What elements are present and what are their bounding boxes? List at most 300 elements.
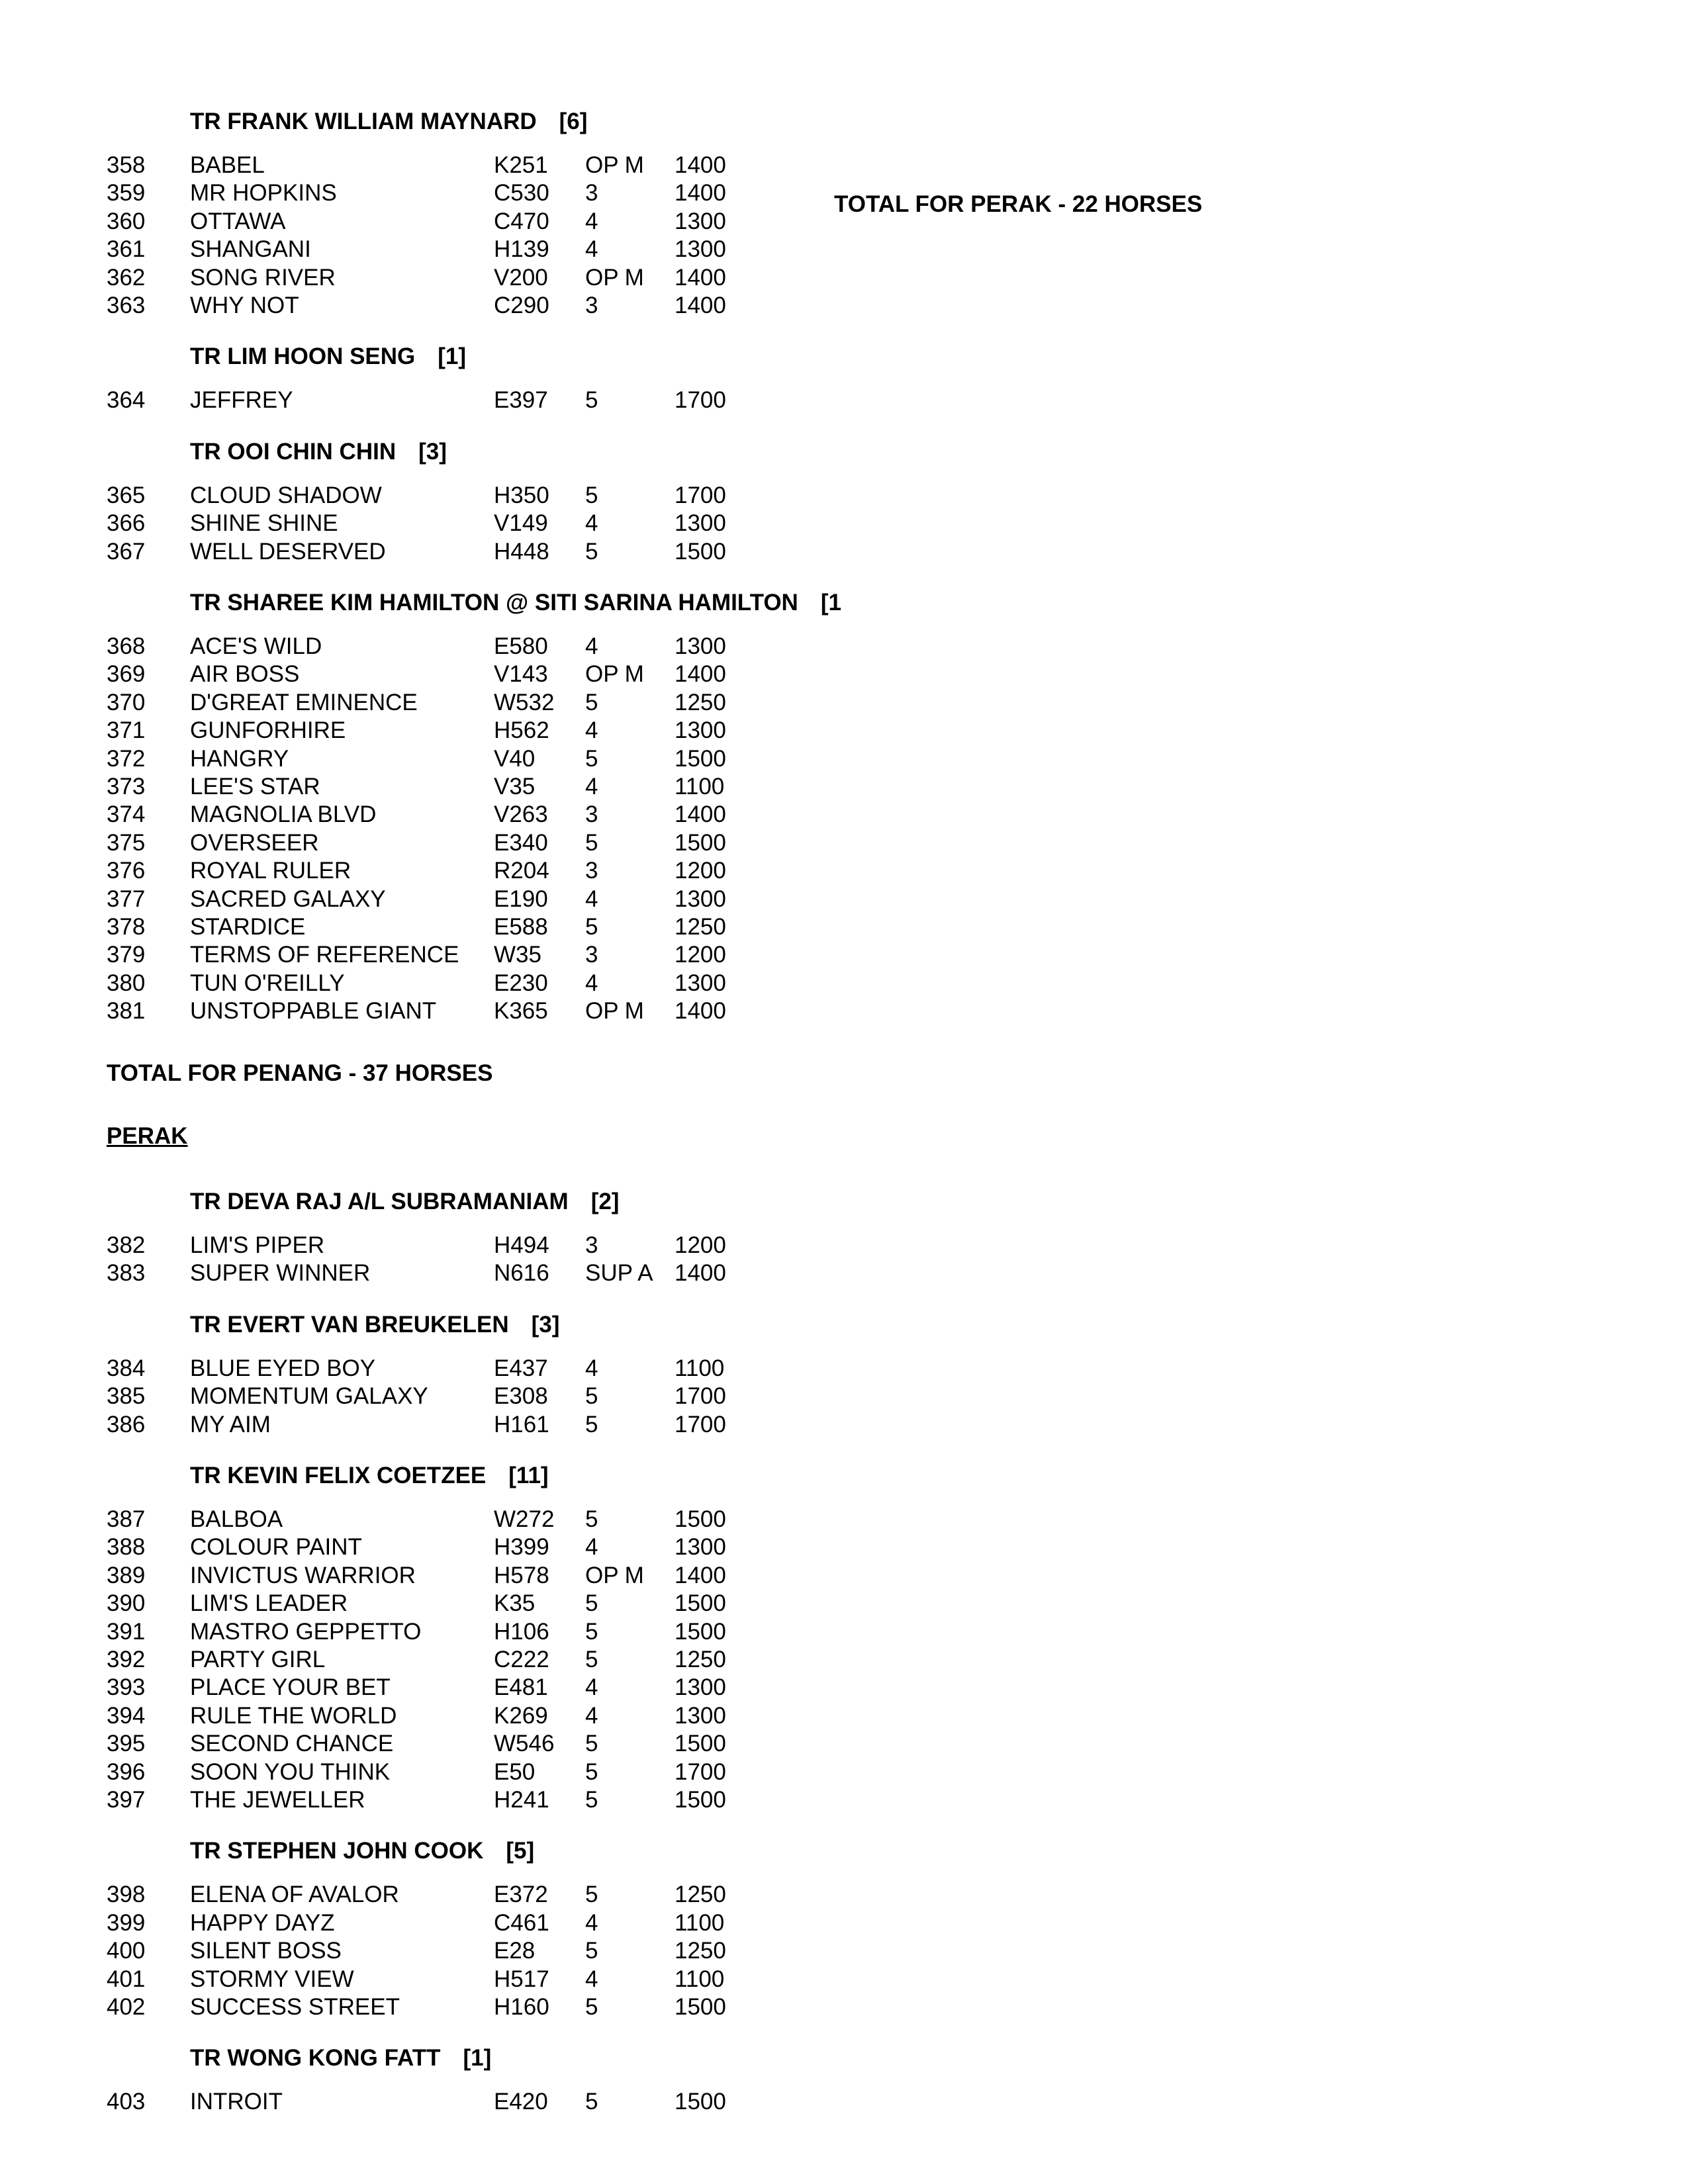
horse-class: OP M — [585, 661, 644, 688]
entry-row — [0, 179, 861, 207]
trainer-header — [190, 2044, 491, 2073]
horse-code: K35 — [494, 1590, 536, 1617]
entry-row — [0, 1506, 861, 1533]
horse-class: 5 — [585, 538, 598, 565]
entry-number: 396 — [107, 1758, 146, 1785]
trainer-name: TR DEVA RAJ A/L SUBRAMANIAM — [190, 1189, 569, 1214]
horse-code: H399 — [494, 1534, 549, 1561]
entry-row — [0, 970, 861, 997]
entry-number: 403 — [107, 2089, 146, 2115]
entry-number: 401 — [107, 1966, 146, 1992]
horse-name: UNSTOPPABLE GIANT — [190, 998, 437, 1024]
horse-code: K269 — [494, 1702, 548, 1729]
horse-code: H241 — [494, 1787, 549, 1813]
horse-class: 3 — [585, 858, 598, 884]
horse-name: ROYAL RULER — [190, 858, 352, 884]
horse-class: 5 — [585, 1411, 598, 1437]
horse-distance: 1400 — [675, 1562, 726, 1588]
horse-name: SONG RIVER — [190, 264, 336, 291]
entry-number: 399 — [107, 1909, 146, 1936]
entry-number: 381 — [107, 998, 146, 1024]
horse-code: H448 — [494, 538, 549, 565]
entry-row — [0, 660, 861, 688]
horse-code: V40 — [494, 745, 536, 772]
horse-distance: 1300 — [675, 1702, 726, 1729]
horse-class: OP M — [585, 1562, 644, 1588]
horse-distance: 1500 — [675, 745, 726, 772]
horse-code: H106 — [494, 1618, 549, 1645]
horse-code: C222 — [494, 1647, 549, 1672]
entry-row — [0, 1411, 861, 1439]
horse-class: 4 — [585, 633, 598, 659]
horse-code: H517 — [494, 1966, 549, 1992]
trainer-horse-count: [6] — [559, 109, 588, 134]
horse-name: OTTAWA — [190, 208, 286, 234]
horse-distance: 1300 — [675, 970, 726, 996]
horse-distance: 1700 — [675, 1411, 726, 1437]
entry-number: 377 — [107, 886, 146, 912]
horse-name: BABEL — [190, 152, 265, 178]
entry-number: 371 — [107, 717, 146, 744]
horse-distance: 1400 — [675, 293, 726, 318]
trainer-header — [190, 588, 841, 617]
horse-code: C530 — [494, 180, 549, 206]
horse-class: 4 — [585, 886, 598, 912]
horse-code: V149 — [494, 510, 548, 537]
horse-name: SILENT BOSS — [190, 1938, 342, 1964]
horse-distance: 1200 — [675, 858, 726, 884]
horse-distance: 1400 — [675, 264, 726, 291]
horse-name: AIR BOSS — [190, 661, 300, 688]
horse-class: 4 — [585, 1909, 598, 1936]
horse-name: WELL DESERVED — [190, 538, 386, 565]
horse-distance: 1400 — [675, 998, 726, 1024]
entry-number: 373 — [107, 774, 146, 799]
horse-code: E420 — [494, 2089, 548, 2115]
entry-row — [0, 1259, 861, 1287]
horse-class: 4 — [585, 1966, 598, 1992]
horse-code: V35 — [494, 774, 536, 799]
horse-distance: 1500 — [675, 1618, 726, 1645]
horse-name: BLUE EYED BOY — [190, 1355, 376, 1381]
horse-code: H139 — [494, 236, 549, 263]
trainer-name: TR EVERT VAN BREUKELEN — [190, 1311, 509, 1338]
horse-distance: 1400 — [675, 152, 726, 178]
horse-distance: 1500 — [675, 2089, 726, 2115]
entry-row — [0, 1674, 861, 1702]
horse-class: 3 — [585, 801, 598, 828]
horse-name: RULE THE WORLD — [190, 1702, 397, 1729]
horse-class: 4 — [585, 1702, 598, 1729]
trainer-horse-count: [1] — [463, 2045, 492, 2071]
horse-class: OP M — [585, 152, 644, 178]
horse-name: SHANGANI — [190, 236, 311, 263]
horse-name: BALBOA — [190, 1506, 283, 1532]
horse-distance: 1300 — [675, 633, 726, 659]
entry-row — [0, 1758, 861, 1786]
entry-number: 392 — [107, 1647, 146, 1672]
horse-code: K251 — [494, 152, 548, 178]
horse-class: SUP A — [585, 1260, 653, 1287]
horse-code: R204 — [494, 858, 549, 884]
horse-distance: 1200 — [675, 1232, 726, 1258]
entry-number: 389 — [107, 1562, 146, 1588]
horse-distance: 1700 — [675, 1383, 726, 1410]
horse-name: MAGNOLIA BLVD — [190, 801, 377, 828]
trainer-header — [190, 1461, 549, 1490]
horse-distance: 1300 — [675, 208, 726, 234]
horse-class: 3 — [585, 942, 598, 968]
entry-row — [0, 801, 861, 829]
horse-distance: 1500 — [675, 1787, 726, 1813]
entry-row — [0, 538, 861, 566]
horse-class: 4 — [585, 717, 598, 744]
horse-code: C461 — [494, 1909, 549, 1936]
horse-name: SACRED GALAXY — [190, 886, 386, 912]
entry-row — [0, 1702, 861, 1730]
entry-number: 365 — [107, 482, 146, 508]
horse-class: 5 — [585, 914, 598, 940]
horse-code: W532 — [494, 689, 555, 715]
horse-distance: 1100 — [675, 774, 725, 799]
horse-code: E28 — [494, 1938, 536, 1964]
horse-code: E580 — [494, 633, 548, 659]
horse-class: 4 — [585, 774, 598, 799]
horse-code: E50 — [494, 1758, 536, 1785]
horse-name: PARTY GIRL — [190, 1647, 326, 1672]
horse-name: COLOUR PAINT — [190, 1534, 362, 1561]
horse-name: HANGRY — [190, 745, 289, 772]
horse-distance: 1200 — [675, 942, 726, 968]
horse-code: E372 — [494, 1882, 548, 1908]
horse-class: 5 — [585, 2089, 598, 2115]
horse-name: THE JEWELLER — [190, 1787, 365, 1813]
entry-row — [0, 1618, 861, 1646]
horse-class: 5 — [585, 1882, 598, 1908]
trainer-horse-count: [3] — [418, 438, 447, 465]
horse-distance: 1300 — [675, 236, 726, 263]
entry-row — [0, 1355, 861, 1383]
horse-class: 4 — [585, 1534, 598, 1561]
horse-class: OP M — [585, 998, 644, 1024]
horse-name: OVERSEER — [190, 829, 319, 856]
entry-number: 395 — [107, 1731, 146, 1757]
entry-row — [0, 510, 861, 537]
entry-row — [0, 482, 861, 510]
horse-name: LIM'S PIPER — [190, 1232, 325, 1258]
entry-row — [0, 1646, 861, 1674]
trainer-name: TR OOI CHIN CHIN — [190, 438, 397, 465]
entry-row — [0, 236, 861, 263]
entry-number: 372 — [107, 745, 146, 772]
trainer-header — [190, 342, 466, 371]
entry-row — [0, 387, 861, 414]
horse-name: INTROIT — [190, 2089, 283, 2115]
entry-row — [0, 1937, 861, 1965]
entry-number: 398 — [107, 1882, 146, 1908]
trainer-name: TR LIM HOON SENG — [190, 343, 416, 370]
horse-distance: 1700 — [675, 1758, 726, 1785]
horse-class: 3 — [585, 1232, 598, 1258]
entry-number: 364 — [107, 387, 146, 414]
horse-distance: 1250 — [675, 914, 726, 940]
horse-name: SUPER WINNER — [190, 1260, 371, 1287]
horse-distance: 1400 — [675, 661, 726, 688]
entry-row — [0, 745, 861, 773]
horse-code: V143 — [494, 661, 548, 688]
entry-row — [0, 913, 861, 941]
horse-name: SUCCESS STREET — [190, 1994, 400, 2020]
horse-name: CLOUD SHADOW — [190, 482, 382, 508]
horse-distance: 1100 — [675, 1355, 725, 1381]
entry-number: 366 — [107, 510, 146, 537]
entry-number: 383 — [107, 1260, 146, 1287]
entry-row — [0, 1966, 861, 1993]
horse-name: MY AIM — [190, 1411, 271, 1437]
horse-name: LIM'S LEADER — [190, 1590, 348, 1617]
entry-number: 386 — [107, 1411, 146, 1437]
entry-row — [0, 1786, 861, 1814]
horse-code: E340 — [494, 829, 548, 856]
entry-row — [0, 633, 861, 660]
trainer-header — [190, 1837, 534, 1866]
entry-row — [0, 1993, 861, 2021]
horse-distance: 1500 — [675, 1994, 726, 2020]
trainer-horse-count: [1 — [820, 590, 841, 615]
horse-code: K365 — [494, 998, 548, 1024]
entry-row — [0, 773, 861, 801]
entry-row — [0, 264, 861, 292]
horse-code: C290 — [494, 293, 549, 318]
horse-class: 5 — [585, 1590, 598, 1617]
entry-row — [0, 1909, 861, 1937]
trainer-horse-count: [3] — [531, 1311, 560, 1338]
entry-number: 367 — [107, 538, 146, 565]
entry-number: 385 — [107, 1383, 146, 1410]
entry-number: 393 — [107, 1674, 146, 1701]
entry-number: 380 — [107, 970, 146, 996]
horse-name: JEFFREY — [190, 387, 293, 414]
trainer-name: TR KEVIN FELIX COETZEE — [190, 1463, 487, 1488]
horse-class: 5 — [585, 745, 598, 772]
entry-number: 363 — [107, 293, 146, 318]
horse-name: HAPPY DAYZ — [190, 1909, 335, 1936]
entry-number: 391 — [107, 1618, 146, 1645]
horse-class: 5 — [585, 387, 598, 414]
entry-number: 359 — [107, 180, 146, 206]
horse-distance: 1100 — [675, 1966, 725, 1992]
horse-name: D'GREAT EMINENCE — [190, 689, 418, 715]
entry-row — [0, 941, 861, 969]
horse-name: GUNFORHIRE — [190, 717, 346, 744]
entry-number: 397 — [107, 1787, 146, 1813]
horse-code: E308 — [494, 1383, 548, 1410]
horse-name: ACE'S WILD — [190, 633, 322, 659]
horse-distance: 1300 — [675, 510, 726, 537]
trainer-name: TR FRANK WILLIAM MAYNARD — [190, 109, 537, 134]
trainer-horse-count: [5] — [506, 1838, 535, 1864]
horse-distance: 1250 — [675, 1882, 726, 1908]
entry-number: 382 — [107, 1232, 146, 1258]
horse-name: TUN O'REILLY — [190, 970, 345, 996]
entry-number: 369 — [107, 661, 146, 688]
entry-number: 378 — [107, 914, 146, 940]
entry-number: 374 — [107, 801, 146, 828]
penang-total: TOTAL FOR PENANG - 37 HORSES — [107, 1060, 493, 1086]
horse-name: SHINE SHINE — [190, 510, 338, 537]
horse-code: E437 — [494, 1355, 548, 1381]
horse-distance: 1400 — [675, 801, 726, 828]
entry-row — [0, 829, 861, 857]
horse-name: SOON YOU THINK — [190, 1758, 391, 1785]
horse-name: INVICTUS WARRIOR — [190, 1562, 416, 1588]
entry-number: 388 — [107, 1534, 146, 1561]
horse-distance: 1700 — [675, 387, 726, 414]
horse-class: 4 — [585, 208, 598, 234]
trainer-header — [190, 437, 447, 467]
horse-class: 5 — [585, 1647, 598, 1672]
trainer-horse-count: [11] — [508, 1463, 549, 1488]
entry-row — [0, 152, 861, 179]
horse-distance: 1250 — [675, 1938, 726, 1964]
perak-total: TOTAL FOR PERAK - 22 HORSES — [834, 191, 1203, 217]
horse-name: SECOND CHANCE — [190, 1731, 394, 1757]
entry-row — [0, 292, 861, 320]
horse-class: 4 — [585, 1355, 598, 1381]
horse-class: 5 — [585, 1938, 598, 1964]
horse-distance: 1300 — [675, 1534, 726, 1561]
entry-number: 375 — [107, 829, 146, 856]
entry-number: 390 — [107, 1590, 146, 1617]
horse-code: H350 — [494, 482, 549, 508]
horse-distance: 1300 — [675, 1674, 726, 1701]
entry-row — [0, 886, 861, 913]
horse-name: PLACE YOUR BET — [190, 1674, 391, 1701]
horse-class: 3 — [585, 293, 598, 318]
horse-class: 5 — [585, 1758, 598, 1785]
horse-name: MR HOPKINS — [190, 180, 337, 206]
horse-distance: 1250 — [675, 1647, 726, 1672]
trainer-name: TR SHAREE KIM HAMILTON @ SITI SARINA HAMILTON — [190, 590, 798, 615]
horse-name: WHY NOT — [190, 293, 299, 318]
horse-name: STARDICE — [190, 914, 306, 940]
entry-row — [0, 717, 861, 745]
trainer-horse-count: [2] — [590, 1189, 620, 1214]
horse-distance: 1300 — [675, 717, 726, 744]
entry-number: 368 — [107, 633, 146, 659]
horse-name: TERMS OF REFERENCE — [190, 942, 459, 968]
horse-code: C470 — [494, 208, 549, 234]
horse-distance: 1400 — [675, 180, 726, 206]
horse-class: 5 — [585, 1731, 598, 1757]
horse-name: LEE'S STAR — [190, 774, 320, 799]
horse-code: E588 — [494, 914, 548, 940]
horse-code: H160 — [494, 1994, 549, 2020]
entry-number: 362 — [107, 264, 146, 291]
horse-code: E230 — [494, 970, 548, 996]
entry-number: 360 — [107, 208, 146, 234]
horse-name: MASTRO GEPPETTO — [190, 1618, 422, 1645]
entry-row — [0, 1383, 861, 1410]
horse-class: 4 — [585, 510, 598, 537]
horse-code: W35 — [494, 942, 541, 968]
horse-class: 5 — [585, 1787, 598, 1813]
horse-distance: 1100 — [675, 1909, 725, 1936]
horse-code: V200 — [494, 264, 548, 291]
entry-row — [0, 208, 861, 236]
entry-row — [0, 1232, 861, 1259]
horse-code: E190 — [494, 886, 548, 912]
entry-number: 358 — [107, 152, 146, 178]
entry-number: 384 — [107, 1355, 146, 1381]
horse-class: 4 — [585, 970, 598, 996]
trainer-name: TR STEPHEN JOHN COOK — [190, 1838, 484, 1864]
horse-name: MOMENTUM GALAXY — [190, 1383, 428, 1410]
horse-class: 4 — [585, 236, 598, 263]
horse-distance: 1500 — [675, 1731, 726, 1757]
entry-row — [0, 1533, 861, 1561]
trainer-header — [190, 1310, 559, 1340]
entry-row — [0, 1881, 861, 1909]
horse-code: E481 — [494, 1674, 548, 1701]
entry-number: 379 — [107, 942, 146, 968]
horse-distance: 1500 — [675, 538, 726, 565]
entry-number: 394 — [107, 1702, 146, 1729]
horse-distance: 1500 — [675, 1590, 726, 1617]
entry-number: 387 — [107, 1506, 146, 1532]
entry-row — [0, 1730, 861, 1758]
entry-row — [0, 997, 861, 1025]
horse-class: OP M — [585, 264, 644, 291]
trainer-header — [190, 1187, 619, 1216]
horse-class: 5 — [585, 1618, 598, 1645]
horse-code: H578 — [494, 1562, 549, 1588]
horse-name: STORMY VIEW — [190, 1966, 354, 1992]
horse-code: W546 — [494, 1731, 555, 1757]
horse-code: E397 — [494, 387, 548, 414]
entry-row — [0, 857, 861, 885]
horse-code: H562 — [494, 717, 549, 744]
entry-row — [0, 1562, 861, 1590]
trainer-name: TR WONG KONG FATT — [190, 2045, 441, 2071]
entry-number: 370 — [107, 689, 146, 715]
horse-class: 5 — [585, 689, 598, 715]
horse-name: ELENA OF AVALOR — [190, 1882, 399, 1908]
region-heading: PERAK — [107, 1123, 188, 1149]
horse-class: 4 — [585, 1674, 598, 1701]
horse-distance: 1500 — [675, 1506, 726, 1532]
entry-row — [0, 689, 861, 717]
horse-distance: 1300 — [675, 886, 726, 912]
trainer-horse-count: [1] — [438, 343, 467, 370]
horse-code: H161 — [494, 1411, 549, 1437]
trainer-header — [190, 107, 587, 136]
entry-row — [0, 2088, 861, 2116]
horse-class: 5 — [585, 482, 598, 508]
entry-row — [0, 1590, 861, 1617]
entry-number: 400 — [107, 1938, 146, 1964]
horse-class: 5 — [585, 1506, 598, 1532]
entry-number: 402 — [107, 1994, 146, 2020]
horse-code: H494 — [494, 1232, 549, 1258]
entry-number: 361 — [107, 236, 146, 263]
horse-code: N616 — [494, 1260, 549, 1287]
horse-distance: 1500 — [675, 829, 726, 856]
horse-class: 5 — [585, 1994, 598, 2020]
horse-code: V263 — [494, 801, 548, 828]
horse-class: 5 — [585, 829, 598, 856]
horse-class: 5 — [585, 1383, 598, 1410]
